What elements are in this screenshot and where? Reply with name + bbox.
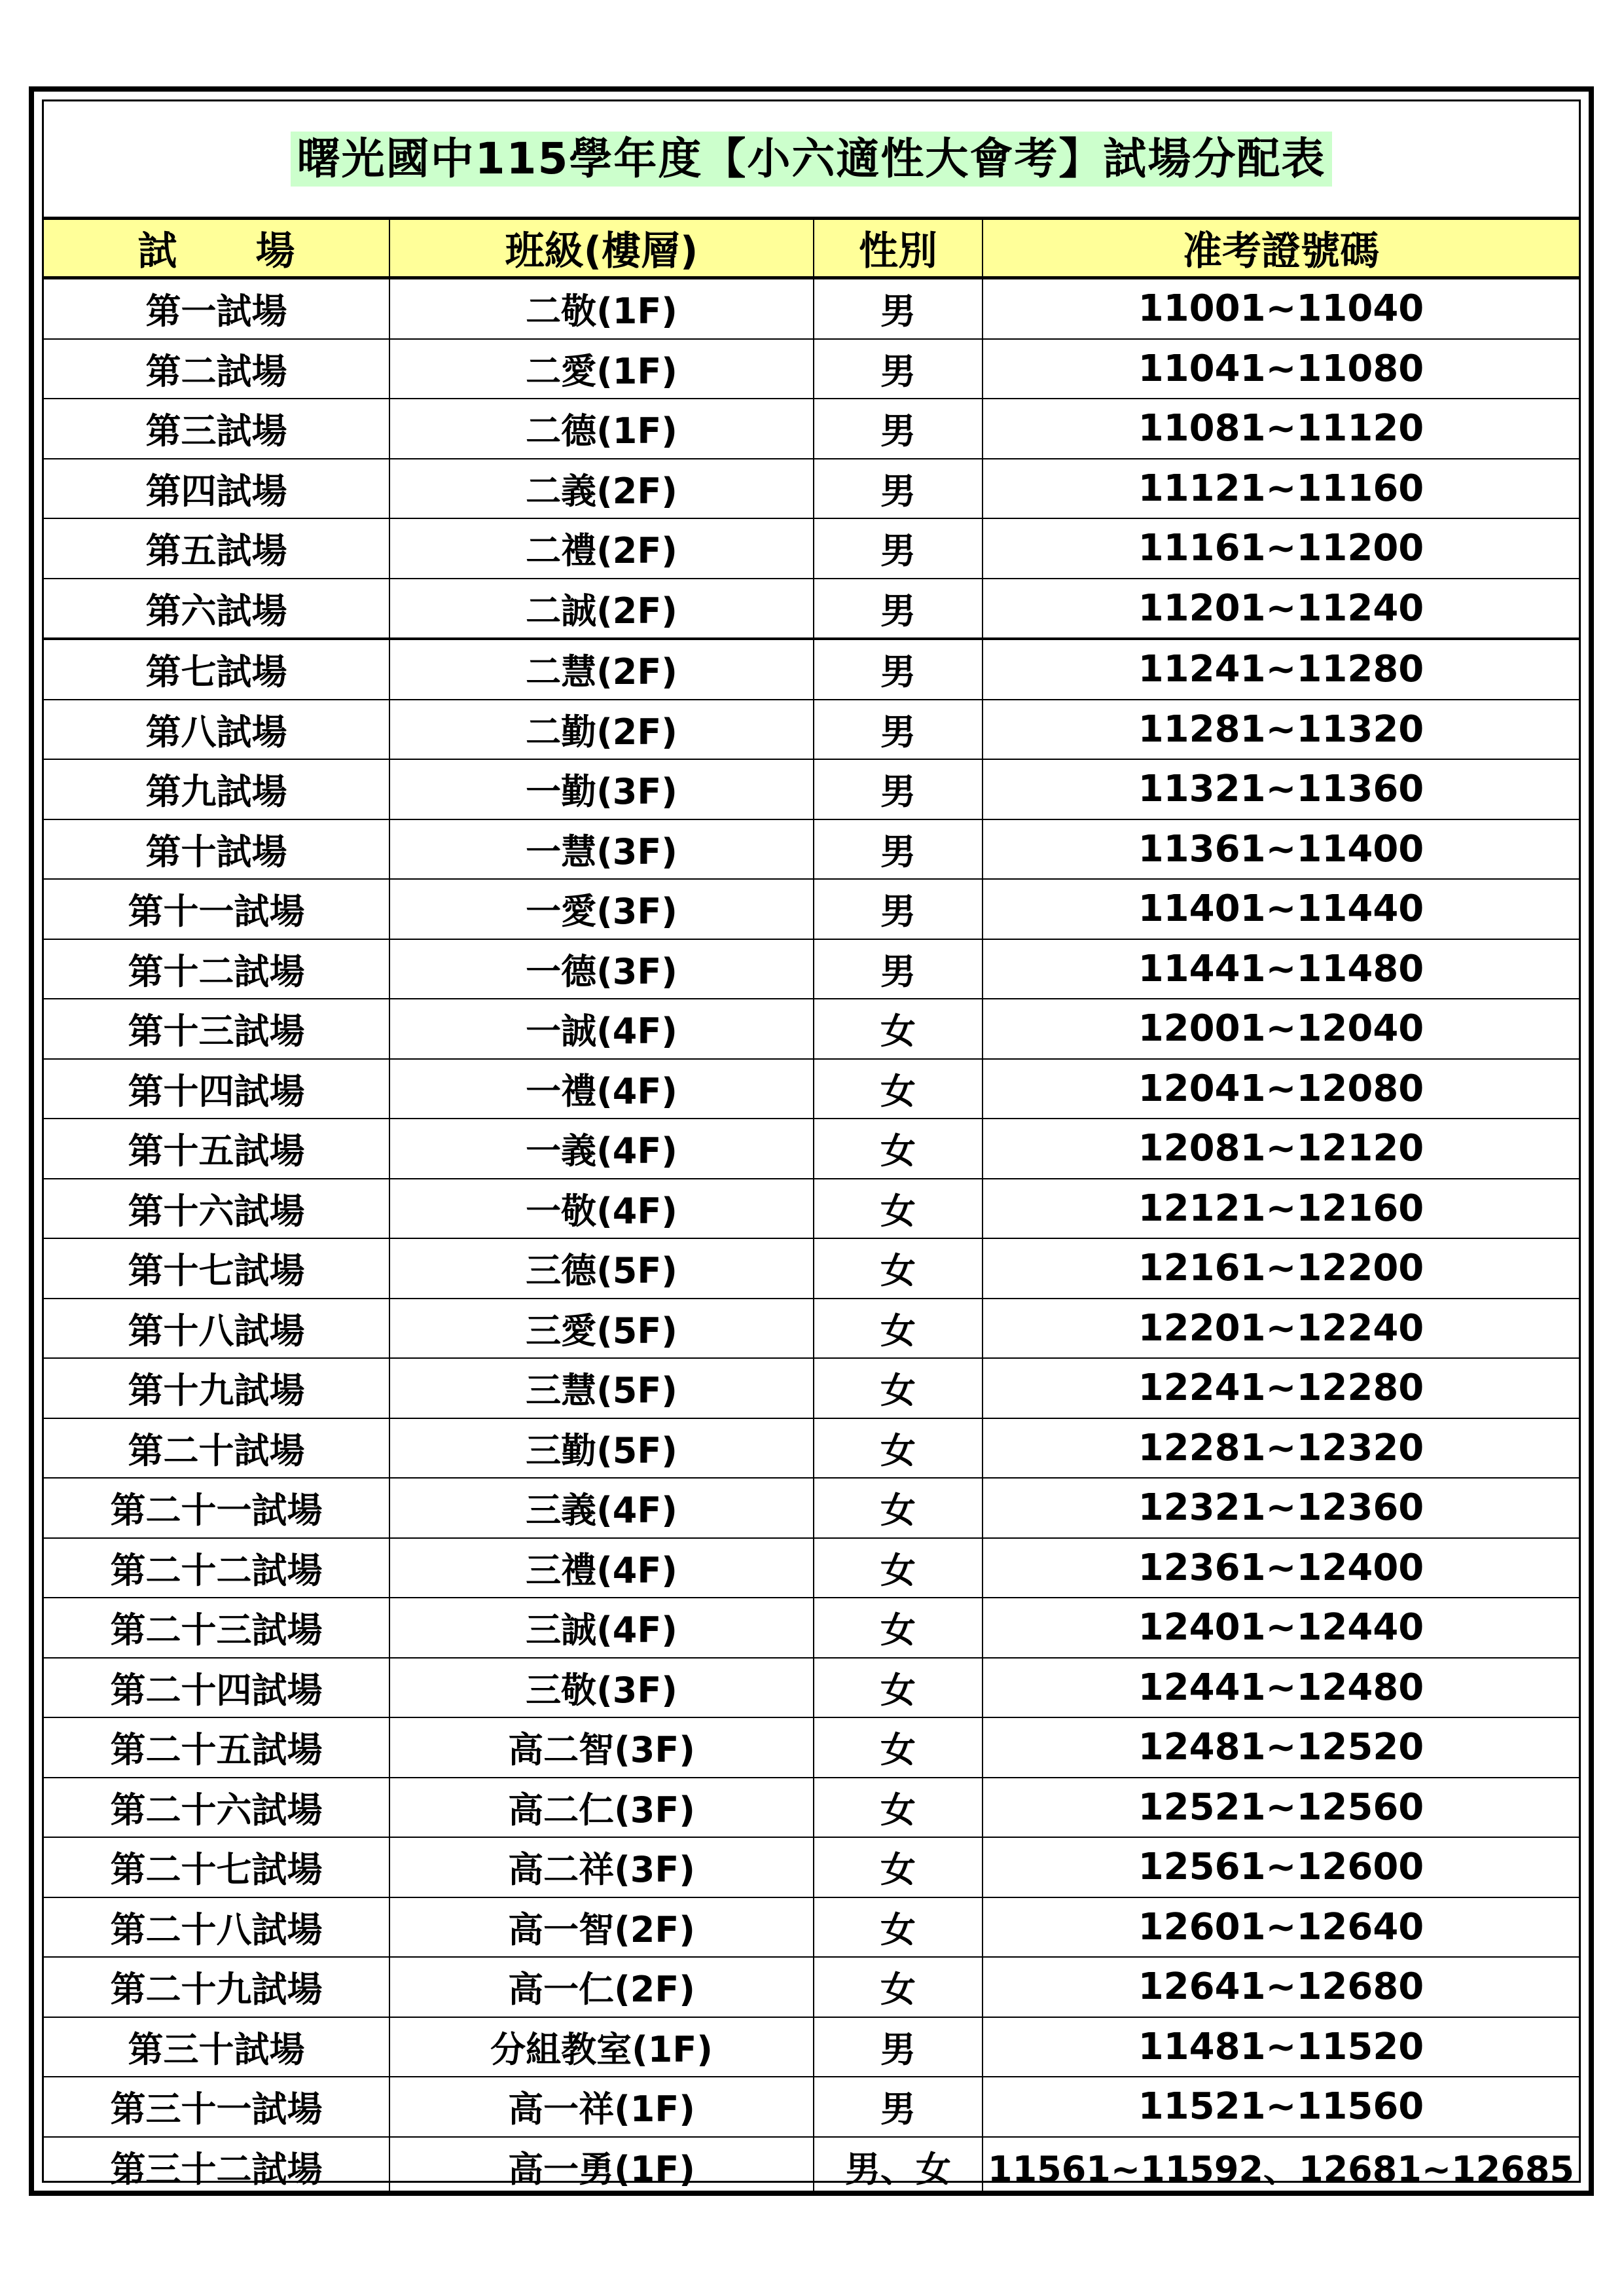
class-cell: 一愛(3F) xyxy=(389,879,814,939)
ids-cell: 11401~11440 xyxy=(983,879,1579,939)
class-cell: 高二仁(3F) xyxy=(389,1778,814,1838)
gender-cell: 女 xyxy=(814,1717,983,1778)
gender-cell: 男 xyxy=(814,2017,983,2077)
gender-cell: 女 xyxy=(814,1299,983,1359)
table-row xyxy=(44,879,1579,939)
ids-cell: 11281~11320 xyxy=(983,700,1579,760)
table-row xyxy=(44,759,1579,819)
room-cell: 第二十五試場 xyxy=(44,1717,389,1778)
room-cell: 第二十四試場 xyxy=(44,1658,389,1718)
ids-cell: 12201~12240 xyxy=(983,1299,1579,1359)
class-cell: 一禮(4F) xyxy=(389,1059,814,1119)
ids-cell: 11041~11080 xyxy=(983,339,1579,399)
ids-cell: 11361~11400 xyxy=(983,819,1579,880)
table-row xyxy=(44,1658,1579,1718)
room-cell: 第一試場 xyxy=(44,278,389,339)
class-cell: 二勤(2F) xyxy=(389,700,814,760)
ids-cell: 12641~12680 xyxy=(983,1957,1579,2017)
class-cell: 三誠(4F) xyxy=(389,1598,814,1658)
gender-cell: 女 xyxy=(814,1598,983,1658)
room-cell: 第二十試場 xyxy=(44,1418,389,1479)
table-row xyxy=(44,1059,1579,1119)
class-cell: 高一勇(1F) xyxy=(389,2137,814,2197)
ids-cell: 11481~11520 xyxy=(983,2017,1579,2077)
table-row xyxy=(44,399,1579,459)
ids-cell: 11121~11160 xyxy=(983,459,1579,519)
table-row xyxy=(44,278,1579,339)
gender-cell: 男 xyxy=(814,459,983,519)
room-cell: 第十九試場 xyxy=(44,1358,389,1418)
header-ids: 准考證號碼 xyxy=(983,220,1579,278)
ids-cell: 12401~12440 xyxy=(983,1598,1579,1658)
table-body xyxy=(44,278,1579,2197)
ids-cell: 12001~12040 xyxy=(983,999,1579,1059)
gender-cell: 女 xyxy=(814,1837,983,1897)
room-cell: 第十試場 xyxy=(44,819,389,880)
gender-cell: 男 xyxy=(814,639,983,700)
table-row xyxy=(44,819,1579,880)
room-cell: 第七試場 xyxy=(44,639,389,700)
gender-cell: 女 xyxy=(814,1119,983,1179)
gender-cell: 男 xyxy=(814,759,983,819)
ids-cell: 11321~11360 xyxy=(983,759,1579,819)
class-cell: 一慧(3F) xyxy=(389,819,814,880)
title-row xyxy=(44,101,1579,220)
table-row xyxy=(44,2137,1579,2197)
table-row xyxy=(44,1717,1579,1778)
table-row xyxy=(44,1179,1579,1239)
room-cell: 第八試場 xyxy=(44,700,389,760)
room-cell: 第十八試場 xyxy=(44,1299,389,1359)
room-cell: 第二十三試場 xyxy=(44,1598,389,1658)
room-cell: 第十一試場 xyxy=(44,879,389,939)
header-gender: 性別 xyxy=(814,220,983,278)
table-row xyxy=(44,2017,1579,2077)
ids-cell: 12081~12120 xyxy=(983,1119,1579,1179)
room-cell: 第十二試場 xyxy=(44,939,389,999)
room-cell: 第四試場 xyxy=(44,459,389,519)
gender-cell: 男、女 xyxy=(814,2137,983,2197)
room-cell: 第六試場 xyxy=(44,579,389,639)
gender-cell: 女 xyxy=(814,999,983,1059)
ids-cell: 12041~12080 xyxy=(983,1059,1579,1119)
class-cell: 三德(5F) xyxy=(389,1238,814,1299)
class-cell: 二慧(2F) xyxy=(389,639,814,700)
table-container xyxy=(42,99,1581,2190)
ids-cell: 11441~11480 xyxy=(983,939,1579,999)
table-row xyxy=(44,1598,1579,1658)
table-row xyxy=(44,700,1579,760)
table-row xyxy=(44,1538,1579,1598)
class-cell: 二義(2F) xyxy=(389,459,814,519)
class-cell: 一德(3F) xyxy=(389,939,814,999)
header-row xyxy=(44,220,1579,278)
ids-cell: 11241~11280 xyxy=(983,639,1579,700)
table-row xyxy=(44,518,1579,579)
gender-cell: 女 xyxy=(814,1538,983,1598)
gender-cell: 女 xyxy=(814,1478,983,1538)
gender-cell: 女 xyxy=(814,1778,983,1838)
room-cell: 第二十六試場 xyxy=(44,1778,389,1838)
class-cell: 二愛(1F) xyxy=(389,339,814,399)
room-cell: 第十四試場 xyxy=(44,1059,389,1119)
class-cell: 三義(4F) xyxy=(389,1478,814,1538)
gender-cell: 男 xyxy=(814,399,983,459)
gender-cell: 男 xyxy=(814,339,983,399)
table-row xyxy=(44,1119,1579,1179)
table-row xyxy=(44,1238,1579,1299)
gender-cell: 女 xyxy=(814,1059,983,1119)
ids-cell: 11001~11040 xyxy=(983,278,1579,339)
table-row xyxy=(44,339,1579,399)
room-cell: 第二十九試場 xyxy=(44,1957,389,2017)
class-cell: 三慧(5F) xyxy=(389,1358,814,1418)
gender-cell: 女 xyxy=(814,1179,983,1239)
room-cell: 第三十二試場 xyxy=(44,2137,389,2197)
room-cell: 第二十七試場 xyxy=(44,1837,389,1897)
class-cell: 二德(1F) xyxy=(389,399,814,459)
room-cell: 第三試場 xyxy=(44,399,389,459)
class-cell: 高二祥(3F) xyxy=(389,1837,814,1897)
ids-cell: 12121~12160 xyxy=(983,1179,1579,1239)
gender-cell: 男 xyxy=(814,939,983,999)
class-cell: 一敬(4F) xyxy=(389,1179,814,1239)
ids-cell: 12321~12360 xyxy=(983,1478,1579,1538)
class-cell: 一義(4F) xyxy=(389,1119,814,1179)
class-cell: 高一仁(2F) xyxy=(389,1957,814,2017)
table-row xyxy=(44,1897,1579,1958)
header-room: 試 場 xyxy=(44,220,389,278)
table-row xyxy=(44,459,1579,519)
room-cell: 第十三試場 xyxy=(44,999,389,1059)
room-cell: 第三十試場 xyxy=(44,2017,389,2077)
gender-cell: 男 xyxy=(814,518,983,579)
table-row xyxy=(44,1778,1579,1838)
page-frame xyxy=(29,86,1594,2196)
room-cell: 第二十二試場 xyxy=(44,1538,389,1598)
room-cell: 第十五試場 xyxy=(44,1119,389,1179)
table-row xyxy=(44,579,1579,639)
class-cell: 高二智(3F) xyxy=(389,1717,814,1778)
table-row xyxy=(44,1837,1579,1897)
gender-cell: 男 xyxy=(814,2077,983,2137)
room-cell: 第十六試場 xyxy=(44,1179,389,1239)
gender-cell: 女 xyxy=(814,1658,983,1718)
gender-cell: 男 xyxy=(814,278,983,339)
room-cell: 第九試場 xyxy=(44,759,389,819)
table-row xyxy=(44,999,1579,1059)
table-row xyxy=(44,1478,1579,1538)
table-row xyxy=(44,1299,1579,1359)
room-cell: 第二試場 xyxy=(44,339,389,399)
gender-cell: 女 xyxy=(814,1418,983,1479)
ids-cell: 12361~12400 xyxy=(983,1538,1579,1598)
gender-cell: 女 xyxy=(814,1957,983,2017)
gender-cell: 男 xyxy=(814,700,983,760)
room-cell: 第三十一試場 xyxy=(44,2077,389,2137)
gender-cell: 女 xyxy=(814,1238,983,1299)
class-cell: 二敬(1F) xyxy=(389,278,814,339)
room-cell: 第五試場 xyxy=(44,518,389,579)
ids-cell: 12561~12600 xyxy=(983,1837,1579,1897)
header-class: 班級(樓層) xyxy=(389,220,814,278)
class-cell: 分組教室(1F) xyxy=(389,2017,814,2077)
class-cell: 二誠(2F) xyxy=(389,579,814,639)
class-cell: 高一祥(1F) xyxy=(389,2077,814,2137)
room-cell: 第二十一試場 xyxy=(44,1478,389,1538)
ids-cell: 11081~11120 xyxy=(983,399,1579,459)
ids-cell: 12241~12280 xyxy=(983,1358,1579,1418)
room-cell: 第二十八試場 xyxy=(44,1897,389,1958)
class-cell: 高一智(2F) xyxy=(389,1897,814,1958)
class-cell: 三禮(4F) xyxy=(389,1538,814,1598)
ids-cell: 11201~11240 xyxy=(983,579,1579,639)
class-cell: 二禮(2F) xyxy=(389,518,814,579)
gender-cell: 男 xyxy=(814,879,983,939)
table-row xyxy=(44,1358,1579,1418)
gender-cell: 男 xyxy=(814,579,983,639)
gender-cell: 男 xyxy=(814,819,983,880)
class-cell: 三敬(3F) xyxy=(389,1658,814,1718)
class-cell: 三愛(5F) xyxy=(389,1299,814,1359)
table-row xyxy=(44,2077,1579,2137)
ids-cell: 12521~12560 xyxy=(983,1778,1579,1838)
exam-room-table xyxy=(44,220,1579,2196)
ids-cell: 12481~12520 xyxy=(983,1717,1579,1778)
room-cell: 第十七試場 xyxy=(44,1238,389,1299)
class-cell: 一勤(3F) xyxy=(389,759,814,819)
class-cell: 三勤(5F) xyxy=(389,1418,814,1479)
ids-cell: 11561~11592、12681~12685 xyxy=(988,2148,1574,2190)
ids-cell: 12601~12640 xyxy=(983,1897,1579,1958)
table-row xyxy=(44,1957,1579,2017)
ids-cell: 11521~11560 xyxy=(983,2077,1579,2137)
table-row xyxy=(44,939,1579,999)
table-row xyxy=(44,1418,1579,1479)
ids-cell: 11161~11200 xyxy=(983,518,1579,579)
table-row xyxy=(44,639,1579,700)
ids-cell: 12441~12480 xyxy=(983,1658,1579,1718)
page-title: 曙光國中115學年度【小六適性大會考】試場分配表 xyxy=(291,132,1333,187)
gender-cell: 女 xyxy=(814,1897,983,1958)
class-cell: 一誠(4F) xyxy=(389,999,814,1059)
ids-cell: 12161~12200 xyxy=(983,1238,1579,1299)
gender-cell: 女 xyxy=(814,1358,983,1418)
ids-cell: 12281~12320 xyxy=(983,1418,1579,1479)
